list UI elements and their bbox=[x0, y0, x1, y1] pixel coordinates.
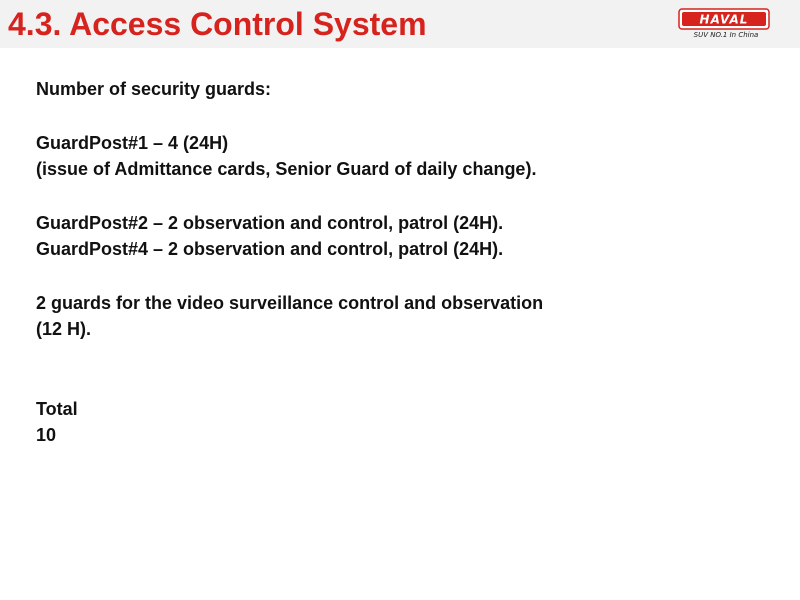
logo-tagline: SUV NO.1 In China bbox=[693, 31, 759, 39]
video-guards-hours: (12 H). bbox=[36, 319, 92, 339]
guardpost-2-text: GuardPost#2 – 2 observation and control, patrol (24H). bbox=[36, 213, 504, 233]
svg-text:HAVAL: HAVAL bbox=[699, 12, 749, 27]
guardpost-1-detail: (issue of Admittance cards, Senior Guard of daily change). bbox=[36, 159, 537, 179]
video-guards-text: 2 guards for the video surveillance control and observation bbox=[36, 293, 544, 313]
content-body bbox=[36, 76, 756, 448]
total-value: 10 bbox=[36, 425, 57, 445]
guardpost-4-text: GuardPost#4 – 2 observation and control, patrol (24H). bbox=[36, 239, 504, 259]
haval-logo-badge bbox=[678, 8, 770, 30]
total-label: Total bbox=[36, 399, 78, 419]
haval-logo bbox=[678, 8, 770, 46]
guardpost-1-text: GuardPost#1 – 4 (24H) bbox=[36, 133, 229, 153]
intro-text: Number of security guards: bbox=[36, 79, 272, 99]
slide-title: 4.3. Access Control System bbox=[8, 6, 427, 42]
